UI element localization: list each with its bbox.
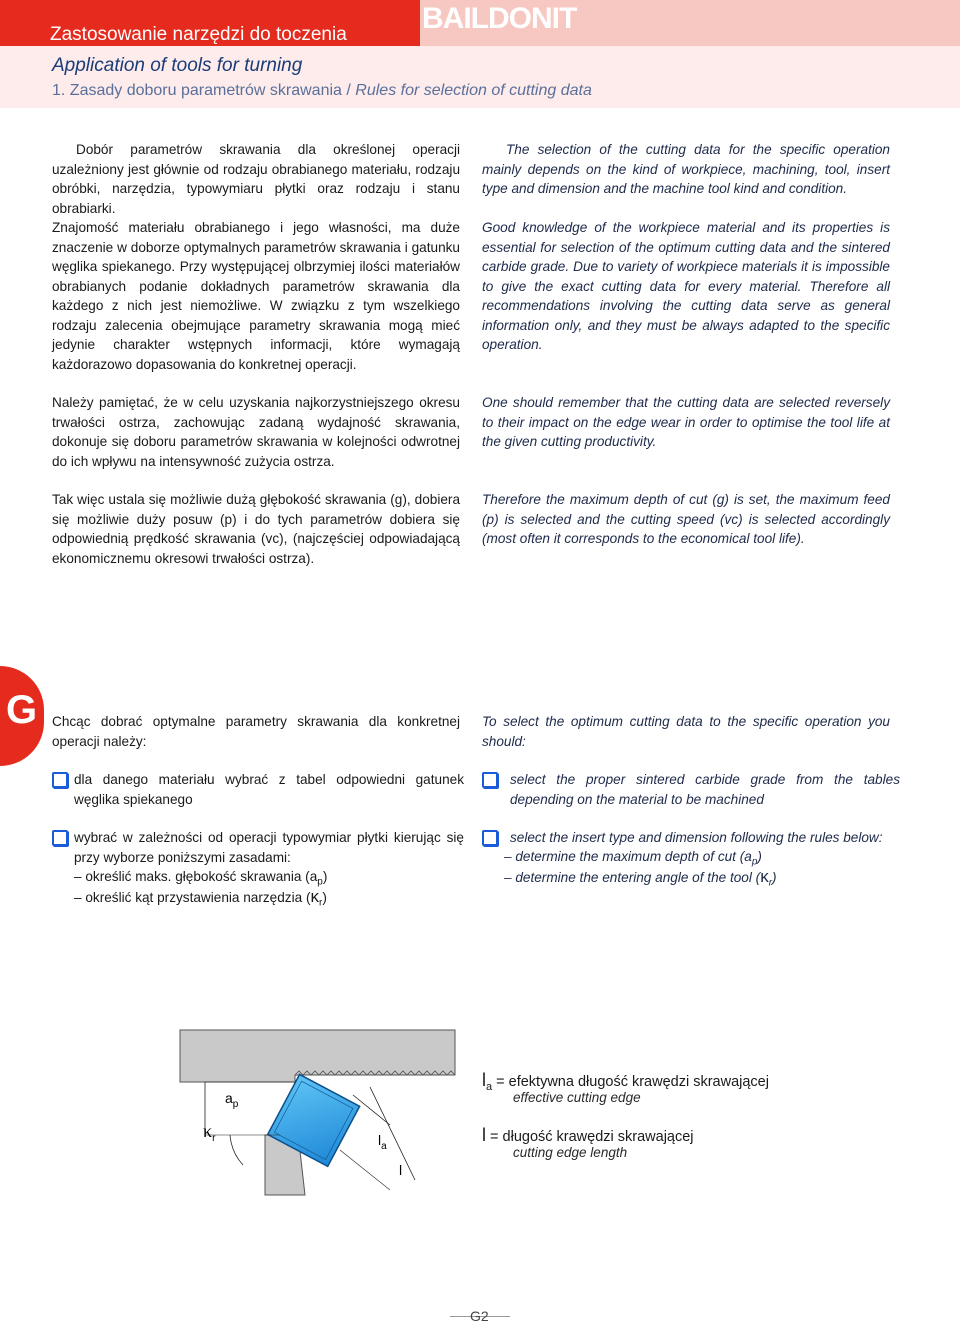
page-title-en: Application of tools for turning <box>52 55 303 76</box>
checkbox-icon <box>52 830 68 846</box>
la-dimension-line <box>353 1095 390 1125</box>
checkbox-icon <box>52 772 68 788</box>
paragraph-pl-3: Należy pamiętać, że w celu uzyskania najkorzystniejszego okresu trwałości ostrza, zachowując zadaną wydajność skrawania, dokonuje się doboru parametrów skrawania w kolejności odwrotnej do ich wpływu na intensywność zużycia ostrza. <box>52 395 460 469</box>
paragraph-en-2: Good knowledge of the workpiece material and its properties is essential for selection of the optimum cutting data and the sintered carbide grade. Due to variety of workpiece materials it is impossible to give the exact cutting data for every material. Therefore all recommendations involving the cutting data serve as general information only, and they must be always adapted to the specific operation. <box>482 220 890 352</box>
checkbox-icon <box>482 772 498 788</box>
label-ap: $a_p$ <box>225 1090 239 1110</box>
bullet-2-pl: wybrać w zależności od operacji typowymiar płytki kierując się przy wyborze poniższymi zasadami: <box>74 830 464 865</box>
rule-depth-en: – determine the maximum depth of cut $(a_p)$ <box>504 849 762 868</box>
paragraph-pl-2: Znajomość materiału obrabianego i jego własności, ma duże znaczenie w doborze optymalnych parametrów skrawania i gatunku węglika spiekanego. Przy występującej olbrzymiej ilości materiałów obrabianych podanie dokładnych parametrów skrawania dla każdego z nich jest niemożliwe. W związku z tym wszelkiego rodzaju zalecenia obejmujące parametry skrawania mogą mieć jedynie charakter wstępnych informacji, które wymagają każdorazowo dopasowania do konkretnej operacji. <box>52 220 460 372</box>
section-number: 1. <box>52 82 66 99</box>
steps-intro-pl: Chcąc dobrać optymalne parametry skrawania dla konkretnej operacji należy: <box>52 714 460 749</box>
brand-logo: BAILDONIT <box>422 2 577 35</box>
paragraph-pl-1: Dobór parametrów skrawania dla określonej operacji uzależniony jest głównie od rodzaju obrabianego materiału, rodzaju obróbki, narzędzia, typowymiaru płytki oraz rodzaju i stanu obrabiarki. <box>52 142 460 216</box>
bullet-2-en: select the insert type and dimension following the rules below: <box>510 830 883 845</box>
steps-intro-en: To select the optimum cutting data to the specific operation you should: <box>482 714 890 749</box>
page-number: G2 <box>470 1308 489 1324</box>
rule-depth-pl: – określić maks. głębokość skrawania $(a_p)$ <box>74 869 328 888</box>
paragraph-pl-4: Tak więc ustala się możliwie dużą głębokość skrawania (g), dobiera się możliwie duży posuw (p) i do tych parametrów dobiera się odpowiednią prędkość skrawania (vc), (najczęściej odpowiadającą ekonomicznemu okresowi trwałości ostrza). <box>52 492 460 566</box>
l-dimension-line <box>370 1087 415 1180</box>
section-title-pl: Zasady doboru parametrów skrawania / <box>69 82 351 99</box>
section-tab-letter: G <box>6 688 38 732</box>
bullet-1-en: select the proper sintered carbide grade from the tables depending on the material to be machined <box>510 772 900 807</box>
legend-la-en: effective cutting edge <box>513 1090 641 1105</box>
page-title-pl: Zastosowanie narzędzi do toczenia <box>50 24 347 45</box>
rule-angle-en: – determine the entering angle of the tool $(\kappa_r)$ <box>504 867 777 889</box>
legend-la: $l_a$ = efektywna długość krawędzi skrawającej <box>482 1070 769 1093</box>
cutting-edge-diagram <box>175 1025 460 1225</box>
checkbox-icon <box>482 830 498 846</box>
section-title <box>52 82 592 100</box>
rule-angle-pl: – określić kąt przystawienia narzędzia $(\kappa_r)$ <box>74 887 327 909</box>
legend-l: l = długość krawędzi skrawającej <box>482 1125 694 1145</box>
legend-l-en: cutting edge length <box>513 1145 628 1160</box>
label-l: l <box>399 1162 403 1178</box>
kr-angle-arc <box>230 1135 243 1165</box>
bullet-1-pl: dla danego materiału wybrać z tabel odpowiedni gatunek węglika spiekanego <box>74 772 464 807</box>
section-title-en: Rules for selection of cutting data <box>355 82 592 99</box>
label-la: $l_a$ <box>378 1132 387 1152</box>
label-kr: $\kappa_r$ <box>203 1121 216 1144</box>
paragraph-en-4: Therefore the maximum depth of cut (g) is set, the maximum feed (p) is selected and the cutting speed (vc) is selected accordingly (most often it corresponds to the economical tool life). <box>482 492 890 546</box>
paragraph-en-1: The selection of the cutting data for the specific operation mainly depends on the kind of workpiece, machining, tool, insert type and dimension and the machine tool kind and condition. <box>482 142 890 196</box>
paragraph-en-3: One should remember that the cutting data are selected reversely to their impact on the edge wear in order to optimise the tool life at the given cutting productivity. <box>482 395 890 449</box>
